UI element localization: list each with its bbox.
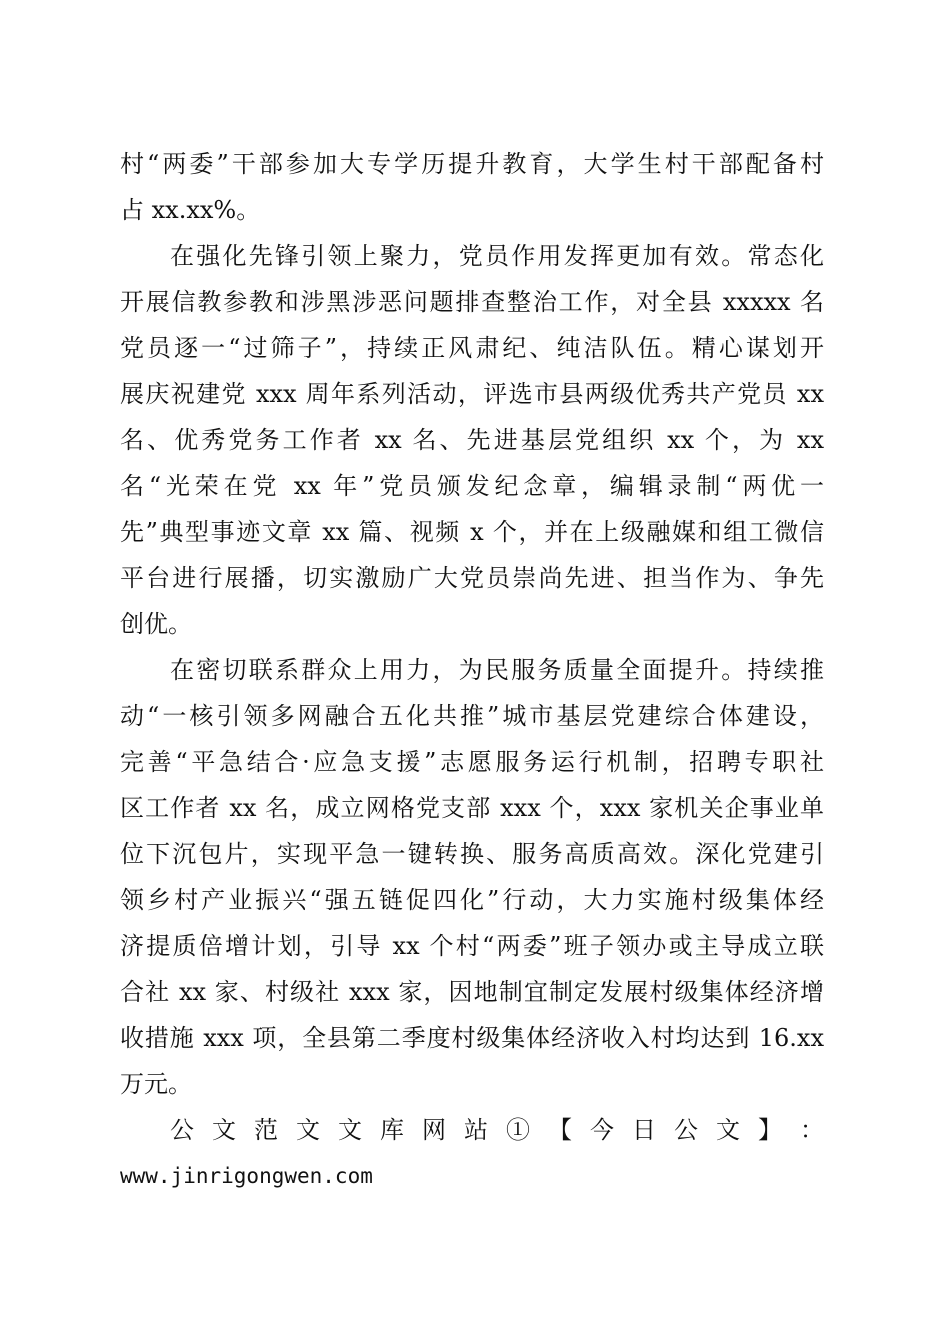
paragraph-3-line-3: 完善“平急结合·应急支援”志愿服务运行机制，招聘专职社 [120, 748, 824, 776]
paragraph-3-line-1: 在密切联系群众上用力，为民服务质量全面提升。持续推 [170, 656, 824, 684]
paragraph-1-line-2: 占 xx.xx%。 [120, 196, 261, 224]
paragraph-3-line-9: 收措施 xxx 项，全县第二季度村级集体经济收入村均达到 16.xx [120, 1024, 824, 1052]
paragraph-1-line-1: 村“两委”干部参加大专学历提升教育，大学生村干部配备村 [120, 150, 824, 178]
paragraph-2-line-6: 名“光荣在党 xx 年”党员颁发纪念章，编辑录制“两优一 [120, 472, 824, 500]
paragraph-2-line-2: 开展信教参教和涉黑涉恶问题排查整治工作，对全县 xxxxx 名 [120, 288, 824, 316]
paragraph-3-line-7: 济提质倍增计划，引导 xx 个村“两委”班子领办或主导成立联 [120, 932, 824, 960]
paragraph-3-line-6: 领乡村产业振兴“强五链促四化”行动，大力实施村级集体经 [120, 886, 824, 914]
paragraph-2-line-4: 展庆祝建党 xxx 周年系列活动，评选市县两级优秀共产党员 xx [120, 380, 824, 408]
paragraph-3-line-10: 万元。 [120, 1070, 192, 1098]
paragraph-2-line-9: 创优。 [120, 610, 192, 638]
paragraph-2-line-5: 名、优秀党务工作者 xx 名、先进基层党组织 xx 个，为 xx [120, 426, 824, 454]
paragraph-2-line-3: 党员逐一“过筛子”，持续正风肃纪、纯洁队伍。精心谋划开 [120, 334, 824, 362]
paragraph-2-line-8: 平台进行展播，切实激励广大党员崇尚先进、担当作为、争先 [120, 564, 824, 592]
paragraph-2-line-7: 先”典型事迹文章 xx 篇、视频 x 个，并在上级融媒和组工微信 [120, 518, 824, 546]
paragraph-3-line-4: 区工作者 xx 名，成立网格党支部 xxx 个，xxx 家机关企事业单 [120, 794, 824, 822]
footer-source-label: 公 文 范 文 文 库 网 站 ① 【 今 日 公 文 】 ： [170, 1116, 824, 1144]
footer-source-url: www.jinrigongwen.com [120, 1164, 373, 1188]
paragraph-3-line-5: 位下沉包片，实现平急一键转换、服务高质高效。深化党建引 [120, 840, 824, 868]
paragraph-2-line-1: 在强化先锋引领上聚力，党员作用发挥更加有效。常态化 [170, 242, 824, 270]
paragraph-3-line-2: 动“一核引领多网融合五化共推”城市基层党建综合体建设， [120, 702, 824, 730]
paragraph-3-line-8: 合社 xx 家、村级社 xxx 家，因地制宜制定发展村级集体经济增 [120, 978, 824, 1006]
